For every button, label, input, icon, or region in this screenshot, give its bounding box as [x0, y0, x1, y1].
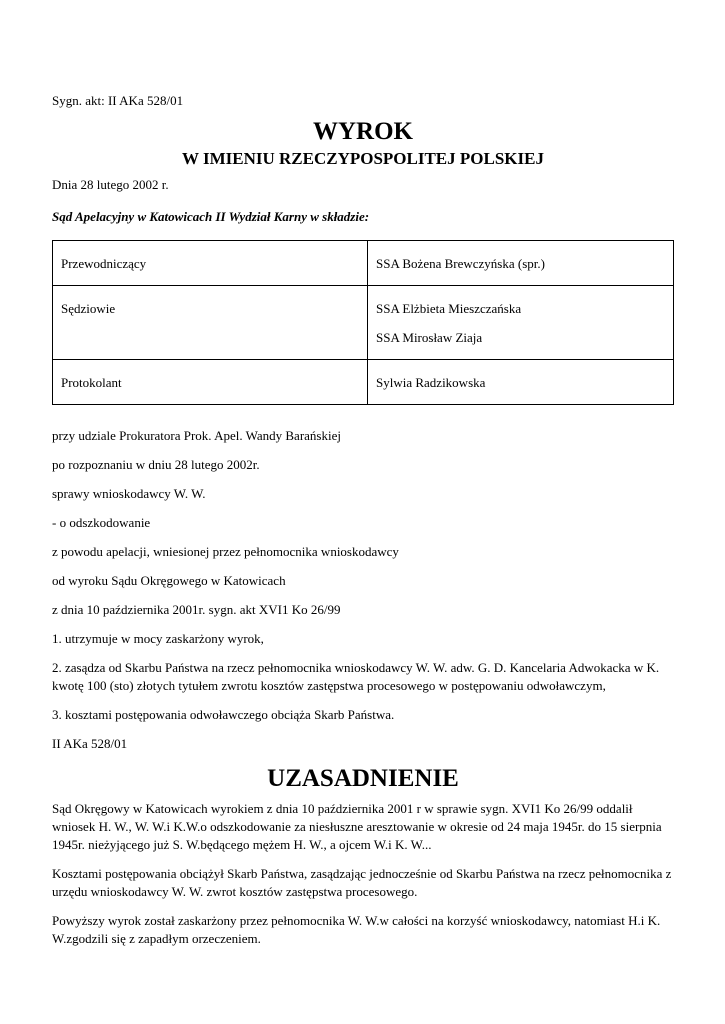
- proceedings-line: przy udziale Prokuratora Prok. Apel. Wandy Barańskiej: [52, 428, 341, 443]
- document-page: [52, 92, 674, 959]
- verdict-date: Dnia 28 lutego 2002 r.: [52, 177, 169, 192]
- case-signature: Sygn. akt: II AKa 528/01: [52, 93, 184, 108]
- role-cell: Przewodniczący: [53, 241, 368, 286]
- document-title: WYROK: [313, 118, 413, 145]
- document-subtitle: W IMIENIU RZECZYPOSPOLITEJ POLSKIEJ: [182, 149, 544, 168]
- member-name: SSA Elżbieta Mieszczańska: [376, 301, 522, 316]
- justification-section: [52, 800, 674, 948]
- verdict-point: 1. utrzymuje w mocy zaskarżony wyrok,: [52, 631, 264, 646]
- proceedings-line: z powodu apelacji, wniesionej przez pełnomocnika wnioskodawcy: [52, 544, 399, 559]
- role-cell: Protokolant: [53, 360, 368, 405]
- members-cell: [368, 241, 674, 286]
- justification-heading: UZASADNIENIE: [267, 765, 459, 792]
- court-composition-table: [52, 240, 674, 405]
- role-cell: Sędziowie: [53, 286, 368, 360]
- proceedings-line: sprawy wnioskodawcy W. W.: [52, 486, 206, 501]
- justification-paragraph: Kosztami postępowania obciążył Skarb Państwa, zasądzając jednocześnie od Skarbu Państwa na rzecz pełnomocnika z urzędu wnioskodawcy W. W. zwrot kosztów zastępstwa procesowego.: [52, 866, 672, 899]
- table-row: [53, 360, 674, 405]
- court-composition-intro: Sąd Apelacyjny w Katowicach II Wydział Karny w składzie:: [52, 209, 370, 224]
- justification-paragraph: Sąd Okręgowy w Katowicach wyrokiem z dnia 10 października 2001 r w sprawie sygn. XVI1 Ko 26/99 oddalił wniosek H. W., W. W.i K.W.o odszkodowanie za niesłuszne aresztowanie w okresie od 24 maja 1945r. do 15 sierpnia 1945r. nieżyjącego już S. W.będącego mężem H. W., a ojcem W.i K. W...: [52, 801, 662, 852]
- proceedings-section: [52, 427, 674, 753]
- proceedings-line: z dnia 10 października 2001r. sygn. akt XVI1 Ko 26/99: [52, 602, 341, 617]
- member-name: Sylwia Radzikowska: [376, 375, 486, 390]
- member-name: SSA Mirosław Ziaja: [376, 330, 483, 345]
- proceedings-line: od wyroku Sądu Okręgowego w Katowicach: [52, 573, 286, 588]
- members-cell: [368, 360, 674, 405]
- table-row: [53, 286, 674, 360]
- member-name: SSA Bożena Brewczyńska (spr.): [376, 256, 545, 271]
- verdict-point: 2. zasądza od Skarbu Państwa na rzecz pełnomocnika wnioskodawcy W. W. adw. G. D. Kancelaria Adwokacka w K. kwotę 100 (sto) złotych tytułem zwrotu kosztów zastępstwa procesowego w postępowaniu odwoławczym,: [52, 660, 660, 693]
- members-cell: [368, 286, 674, 360]
- proceedings-line: po rozpoznaniu w dniu 28 lutego 2002r.: [52, 457, 260, 472]
- verdict-point: 3. kosztami postępowania odwoławczego obciąża Skarb Państwa.: [52, 707, 395, 722]
- table-row: [53, 241, 674, 286]
- justification-paragraph: Powyższy wyrok został zaskarżony przez pełnomocnika W. W.w całości na korzyść wnioskodawcy, natomiast H.i K. W.zgodzili się z zapadłym orzeczeniem.: [52, 913, 661, 946]
- justification-signature: II AKa 528/01: [52, 736, 128, 751]
- proceedings-line: - o odszkodowanie: [52, 515, 151, 530]
